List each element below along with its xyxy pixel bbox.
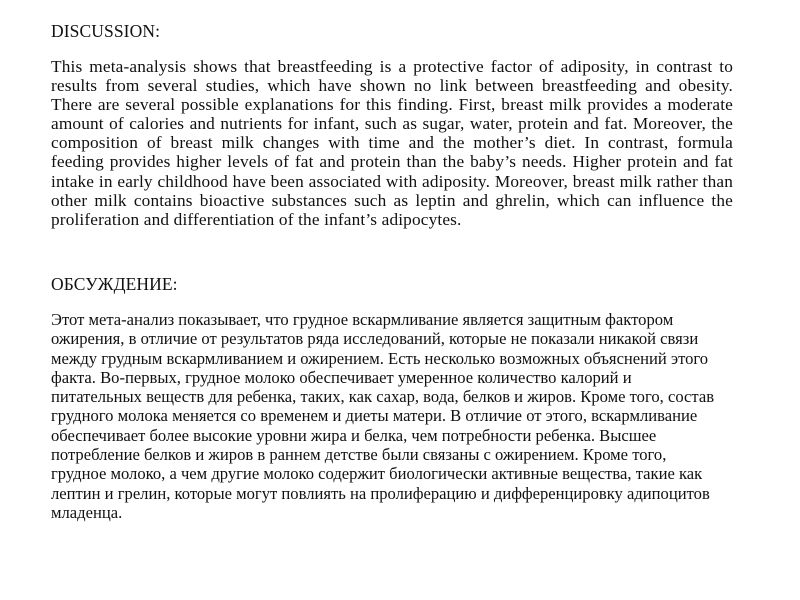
english-paragraph: This meta-analysis shows that breastfeeding is a protective factor of adiposity, in contrast to results from several studies, which have shown no link between breastfeeding and obesity. There are several possible explanations for this finding. First, breast milk provides a moderate amount of calories and nutrients for infant, such as sugar, water, protein and fat. Moreover, the composition of breast milk changes with time and the mother’s diet. In contrast, formula feeding provides higher levels of fat and protein than the baby’s needs. Higher protein and fat intake in early childhood have been associated with adiposity. Moreover, breast milk rather than other milk contains bioactive substances such as leptin and ghrelin, which can influence the proliferation and differentiation of the infant’s adipocytes. [51,57,733,229]
russian-paragraph: Этот мета-анализ показывает, что грудное вскармливание является защитным фактором ожирения, в отличие от результатов ряда исследований, которые не показали никакой связи между грудным вскармливанием и ожирением. Есть несколько возможных объяснений этого факта. Во-первых, грудное молоко обеспечивает умеренное количество калорий и питательных веществ для ребенка, таких, как сахар, вода, белков и жиров. Кроме того, состав грудного молока меняется со временем и диеты матери. В отличие от этого, вскармливание обеспечивает более высокие уровни жира и белка, чем потребности ребенка. Высшее потребление белков и жиров в раннем детстве были связаны с ожирением. Кроме того, грудное молоко, а чем другие молоко содержит биологически активные вещества, такие как лептин и грелин, которые могут повлиять на пролиферацию и дифференцировку адипоцитов младенца. [51,310,715,522]
russian-heading: ОБСУЖДЕНИЕ: [51,274,178,294]
english-heading: DISCUSSION: [51,21,161,41]
